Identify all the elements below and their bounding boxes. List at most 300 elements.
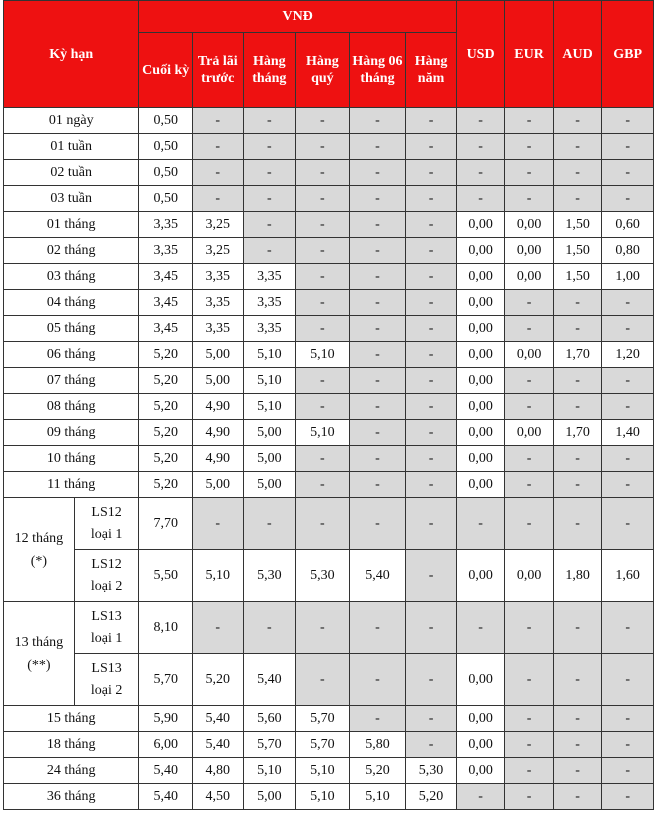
product-variant: loại 2	[90, 683, 123, 698]
rate-cell: 5,90	[139, 706, 193, 732]
rate-cell: 5,00	[243, 420, 296, 446]
rate-cell: -	[456, 602, 505, 654]
rate-cell: -	[602, 758, 654, 784]
rate-cell: -	[505, 602, 554, 654]
rate-cell: -	[296, 472, 350, 498]
rate-cell: -	[349, 368, 406, 394]
rate-cell: -	[505, 654, 554, 706]
rate-cell: 3,25	[193, 238, 244, 264]
rate-cell: 0,00	[456, 212, 505, 238]
rate-cell: -	[406, 498, 457, 550]
rate-cell: -	[349, 472, 406, 498]
term-label: 03 tháng	[4, 264, 139, 290]
rate-cell: -	[406, 212, 457, 238]
table-row	[4, 784, 654, 810]
rate-cell: -	[553, 160, 602, 186]
gbp-header: GBP	[602, 1, 654, 108]
rate-cell: 8,10	[139, 602, 193, 654]
rate-cell: 0,50	[139, 134, 193, 160]
rate-cell: -	[193, 186, 244, 212]
rate-cell: 5,20	[139, 342, 193, 368]
rate-cell: 0,00	[456, 732, 505, 758]
rate-cell: -	[193, 602, 244, 654]
rate-cell: -	[602, 498, 654, 550]
col-header-hang-06-thang: Hàng 06 tháng	[349, 33, 406, 108]
rate-cell: -	[505, 446, 554, 472]
rate-cell: -	[349, 212, 406, 238]
rate-cell: 1,70	[553, 342, 602, 368]
rate-cell: -	[406, 602, 457, 654]
rate-cell: 0,00	[456, 238, 505, 264]
term-label: 02 tháng	[4, 238, 139, 264]
rate-cell: 0,00	[456, 368, 505, 394]
table-row	[4, 342, 654, 368]
product-type-label	[74, 550, 139, 602]
rate-cell: 5,60	[243, 706, 296, 732]
term-label: 01 tháng	[4, 212, 139, 238]
rate-cell: 0,00	[456, 342, 505, 368]
rate-cell: 5,10	[296, 420, 350, 446]
col-header-tra-lai-truoc: Trả lãi trước	[193, 33, 244, 108]
product-variant: loại 1	[90, 631, 123, 646]
rate-cell: -	[602, 160, 654, 186]
rate-cell: -	[243, 160, 296, 186]
rate-cell: -	[243, 498, 296, 550]
rate-cell: -	[406, 160, 457, 186]
table-row	[4, 550, 654, 602]
rate-cell: -	[553, 732, 602, 758]
rate-cell: -	[456, 108, 505, 134]
rate-cell: -	[602, 108, 654, 134]
rate-cell: 5,40	[139, 758, 193, 784]
term-label: 06 tháng	[4, 342, 139, 368]
rate-cell: -	[553, 394, 602, 420]
rate-cell: -	[406, 264, 457, 290]
product-variant: loại 2	[90, 579, 123, 594]
rate-cell: 3,35	[243, 290, 296, 316]
table-row	[4, 368, 654, 394]
col-header-hang-thang: Hàng tháng	[243, 33, 296, 108]
rate-cell: 0,00	[456, 290, 505, 316]
term-label: 05 tháng	[4, 316, 139, 342]
group-term-line1: 13 tháng	[14, 634, 64, 650]
rate-cell: -	[349, 602, 406, 654]
rate-cell: 1,60	[602, 550, 654, 602]
rate-cell: -	[602, 134, 654, 160]
rate-cell: 0,00	[505, 550, 554, 602]
rate-cell: -	[406, 732, 457, 758]
rate-cell: -	[553, 706, 602, 732]
rate-cell: -	[406, 420, 457, 446]
rate-cell: -	[505, 160, 554, 186]
table-row	[4, 108, 654, 134]
table-header	[4, 1, 654, 108]
rate-cell: -	[349, 342, 406, 368]
table-row	[4, 212, 654, 238]
rate-cell: -	[296, 160, 350, 186]
rate-cell: -	[553, 186, 602, 212]
rate-cell: 1,50	[553, 212, 602, 238]
rate-cell: 5,50	[139, 550, 193, 602]
col-header-hang-nam: Hàng năm	[406, 33, 457, 108]
rate-cell: -	[193, 160, 244, 186]
rate-cell: 5,70	[139, 654, 193, 706]
table-row	[4, 264, 654, 290]
rate-cell: -	[193, 498, 244, 550]
rate-cell: 5,00	[193, 472, 244, 498]
rate-cell: -	[349, 264, 406, 290]
rate-cell: 5,20	[193, 654, 244, 706]
group-term-line2: (**)	[27, 657, 51, 673]
usd-header: USD	[456, 1, 505, 108]
rate-cell: -	[456, 186, 505, 212]
rate-cell: 3,35	[193, 264, 244, 290]
table-row	[4, 446, 654, 472]
rate-cell: -	[193, 134, 244, 160]
product-code: LS13	[91, 661, 122, 676]
rate-cell: -	[602, 784, 654, 810]
rate-cell: 0,00	[456, 394, 505, 420]
rate-cell: 5,10	[243, 342, 296, 368]
rate-cell: 5,00	[243, 472, 296, 498]
rate-cell: -	[349, 420, 406, 446]
rate-cell: 5,00	[193, 342, 244, 368]
rate-cell: 5,20	[139, 446, 193, 472]
rate-cell: 3,35	[193, 316, 244, 342]
rate-cell: 0,00	[505, 238, 554, 264]
rate-cell: 0,00	[456, 472, 505, 498]
rate-cell: 5,10	[243, 368, 296, 394]
rate-cell: -	[296, 498, 350, 550]
vnd-group-header	[139, 1, 456, 33]
rate-cell: -	[406, 316, 457, 342]
product-code: LS13	[91, 609, 122, 624]
rate-cell: 0,50	[139, 186, 193, 212]
group-term-line1: 12 tháng	[14, 530, 64, 546]
rate-cell: 0,00	[456, 420, 505, 446]
rate-cell: -	[505, 498, 554, 550]
rate-cell: -	[602, 446, 654, 472]
rate-cell: -	[406, 394, 457, 420]
rate-cell: 5,40	[243, 654, 296, 706]
term-label: 01 tuần	[4, 134, 139, 160]
rate-cell: 0,00	[456, 550, 505, 602]
rate-cell: 0,00	[456, 706, 505, 732]
group-term-label	[4, 602, 75, 706]
table-row	[4, 498, 654, 550]
rate-cell: 3,45	[139, 316, 193, 342]
rate-cell: 0,60	[602, 212, 654, 238]
rate-cell: -	[406, 134, 457, 160]
product-code: LS12	[91, 557, 122, 572]
rate-cell: -	[406, 238, 457, 264]
rate-cell: -	[349, 706, 406, 732]
rate-cell: -	[349, 108, 406, 134]
rate-cell: 5,00	[243, 784, 296, 810]
term-label: 24 tháng	[4, 758, 139, 784]
rate-cell: -	[296, 108, 350, 134]
term-label: 15 tháng	[4, 706, 139, 732]
header-row-1	[4, 1, 654, 33]
eur-header: EUR	[505, 1, 554, 108]
rate-cell: -	[349, 446, 406, 472]
rate-cell: 0,00	[456, 446, 505, 472]
table-row	[4, 758, 654, 784]
rate-cell: 0,00	[505, 342, 554, 368]
rate-cell: -	[406, 550, 457, 602]
rate-cell: -	[553, 316, 602, 342]
rate-table-container	[3, 0, 654, 810]
rate-cell: 3,25	[193, 212, 244, 238]
rate-cell: -	[243, 186, 296, 212]
rate-cell: -	[193, 108, 244, 134]
rate-cell: 5,10	[243, 394, 296, 420]
rate-cell: 5,70	[296, 732, 350, 758]
rate-cell: -	[553, 290, 602, 316]
rate-cell: 3,35	[243, 316, 296, 342]
rate-cell: 5,00	[243, 446, 296, 472]
table-row	[4, 394, 654, 420]
rate-cell: 1,70	[553, 420, 602, 446]
rate-cell: 5,20	[139, 368, 193, 394]
rate-cell: 7,70	[139, 498, 193, 550]
rate-cell: 5,10	[296, 758, 350, 784]
rate-cell: 0,00	[456, 316, 505, 342]
rate-cell: -	[505, 758, 554, 784]
rate-cell: -	[406, 186, 457, 212]
rate-cell: 3,45	[139, 290, 193, 316]
rate-cell: -	[602, 316, 654, 342]
rate-cell: 4,50	[193, 784, 244, 810]
rate-cell: 5,00	[193, 368, 244, 394]
rate-cell: -	[505, 186, 554, 212]
rate-cell: -	[243, 108, 296, 134]
rate-cell: -	[553, 654, 602, 706]
term-label: 18 tháng	[4, 732, 139, 758]
term-label: 08 tháng	[4, 394, 139, 420]
rate-cell: -	[456, 498, 505, 550]
rate-cell: -	[243, 238, 296, 264]
rate-cell: 5,30	[243, 550, 296, 602]
term-label: 04 tháng	[4, 290, 139, 316]
product-code: LS12	[91, 505, 122, 520]
rate-cell: 5,10	[296, 784, 350, 810]
rate-cell: 5,20	[349, 758, 406, 784]
rate-cell: -	[602, 732, 654, 758]
rate-cell: 5,20	[139, 472, 193, 498]
rate-cell: -	[505, 368, 554, 394]
product-type-label	[74, 602, 139, 654]
rate-cell: -	[602, 368, 654, 394]
rate-cell: 0,00	[505, 420, 554, 446]
rate-cell: -	[349, 316, 406, 342]
table-row	[4, 160, 654, 186]
rate-cell: 5,80	[349, 732, 406, 758]
col-header-cuoi-ky: Cuối kỳ	[139, 33, 193, 108]
rate-cell: -	[553, 108, 602, 134]
rate-cell: 3,35	[193, 290, 244, 316]
rate-cell: 3,45	[139, 264, 193, 290]
rate-cell: -	[296, 238, 350, 264]
rate-cell: -	[406, 342, 457, 368]
rate-cell: -	[296, 602, 350, 654]
rate-cell: 5,10	[349, 784, 406, 810]
rate-cell: -	[296, 394, 350, 420]
table-body	[4, 108, 654, 810]
rate-cell: -	[296, 446, 350, 472]
rate-cell: -	[602, 186, 654, 212]
rate-cell: -	[505, 784, 554, 810]
rate-cell: -	[406, 290, 457, 316]
rate-cell: -	[456, 784, 505, 810]
rate-cell: -	[349, 654, 406, 706]
term-header: Kỳ hạn	[4, 1, 139, 108]
rate-cell: 4,90	[193, 446, 244, 472]
table-row	[4, 186, 654, 212]
rate-cell: 5,30	[406, 758, 457, 784]
rate-cell: -	[406, 706, 457, 732]
rate-cell: -	[553, 472, 602, 498]
rate-cell: -	[553, 784, 602, 810]
rate-cell: 5,40	[193, 732, 244, 758]
rate-cell: -	[553, 758, 602, 784]
rate-cell: 0,00	[456, 758, 505, 784]
rate-cell: -	[349, 290, 406, 316]
rate-cell: 0,00	[456, 264, 505, 290]
rate-cell: -	[505, 108, 554, 134]
term-label: 09 tháng	[4, 420, 139, 446]
rate-cell: 5,10	[296, 342, 350, 368]
rate-cell: -	[243, 602, 296, 654]
rate-cell: -	[349, 394, 406, 420]
term-label: 07 tháng	[4, 368, 139, 394]
rate-cell: 1,50	[553, 238, 602, 264]
rate-cell: 5,30	[296, 550, 350, 602]
rate-cell: 5,20	[139, 394, 193, 420]
rate-cell: -	[349, 498, 406, 550]
rate-cell: 5,10	[193, 550, 244, 602]
rate-cell: -	[243, 212, 296, 238]
rate-cell: -	[553, 602, 602, 654]
rate-cell: -	[296, 134, 350, 160]
rate-cell: -	[553, 134, 602, 160]
rate-cell: -	[505, 394, 554, 420]
rate-cell: -	[296, 316, 350, 342]
rate-cell: 0,50	[139, 160, 193, 186]
rate-cell: -	[406, 368, 457, 394]
rate-cell: -	[406, 472, 457, 498]
rate-cell: 3,35	[243, 264, 296, 290]
rate-cell: 1,40	[602, 420, 654, 446]
rate-cell: 1,00	[602, 264, 654, 290]
rate-cell: -	[243, 134, 296, 160]
product-variant: loại 1	[90, 527, 123, 542]
rate-cell: 1,80	[553, 550, 602, 602]
rate-cell: 0,00	[456, 654, 505, 706]
rate-cell: -	[602, 602, 654, 654]
rate-cell: 5,20	[406, 784, 457, 810]
rate-cell: -	[505, 134, 554, 160]
rate-cell: -	[553, 368, 602, 394]
aud-header: AUD	[553, 1, 602, 108]
rate-cell: 3,35	[139, 212, 193, 238]
rate-cell: -	[296, 654, 350, 706]
rate-cell: -	[296, 212, 350, 238]
term-label: 10 tháng	[4, 446, 139, 472]
rate-cell: 1,20	[602, 342, 654, 368]
rate-cell: -	[505, 706, 554, 732]
rate-cell: 4,90	[193, 420, 244, 446]
rate-cell: 5,40	[349, 550, 406, 602]
rate-cell: 0,00	[505, 212, 554, 238]
rate-cell: 3,35	[139, 238, 193, 264]
rate-cell: -	[349, 134, 406, 160]
rate-cell: -	[296, 186, 350, 212]
rate-cell: 5,40	[139, 784, 193, 810]
rate-cell: -	[602, 290, 654, 316]
table-row	[4, 732, 654, 758]
rate-cell: 6,00	[139, 732, 193, 758]
table-row	[4, 420, 654, 446]
rate-cell: -	[406, 654, 457, 706]
table-row	[4, 602, 654, 654]
table-row	[4, 316, 654, 342]
rate-cell: 5,70	[296, 706, 350, 732]
product-type-label	[74, 498, 139, 550]
rate-cell: -	[602, 654, 654, 706]
rate-cell: 0,50	[139, 108, 193, 134]
rate-cell: -	[296, 290, 350, 316]
rate-cell: -	[602, 472, 654, 498]
interest-rate-table	[3, 0, 654, 810]
term-label: 36 tháng	[4, 784, 139, 810]
product-type-label	[74, 654, 139, 706]
rate-cell: 4,90	[193, 394, 244, 420]
rate-cell: 5,70	[243, 732, 296, 758]
rate-cell: -	[349, 238, 406, 264]
rate-cell: -	[296, 264, 350, 290]
table-row	[4, 654, 654, 706]
rate-cell: -	[602, 706, 654, 732]
table-row	[4, 706, 654, 732]
rate-cell: -	[505, 290, 554, 316]
rate-cell: -	[505, 732, 554, 758]
rate-cell: -	[349, 186, 406, 212]
group-term-line2: (*)	[30, 553, 48, 569]
rate-cell: 0,80	[602, 238, 654, 264]
term-label: 02 tuần	[4, 160, 139, 186]
rate-cell: -	[505, 316, 554, 342]
rate-cell: -	[505, 472, 554, 498]
col-header-hang-quy: Hàng quý	[296, 33, 350, 108]
rate-cell: 1,50	[553, 264, 602, 290]
rate-cell: -	[553, 498, 602, 550]
table-row	[4, 472, 654, 498]
rate-cell: -	[296, 368, 350, 394]
term-label: 03 tuần	[4, 186, 139, 212]
rate-cell: 5,20	[139, 420, 193, 446]
rate-cell: 0,00	[505, 264, 554, 290]
vnd-group-label: VNĐ	[282, 9, 313, 24]
rate-cell: -	[406, 446, 457, 472]
group-term-label	[4, 498, 75, 602]
term-label: 01 ngày	[4, 108, 139, 134]
rate-cell: 5,10	[243, 758, 296, 784]
rate-cell: 5,40	[193, 706, 244, 732]
rate-cell: -	[406, 108, 457, 134]
table-row	[4, 290, 654, 316]
table-row	[4, 238, 654, 264]
